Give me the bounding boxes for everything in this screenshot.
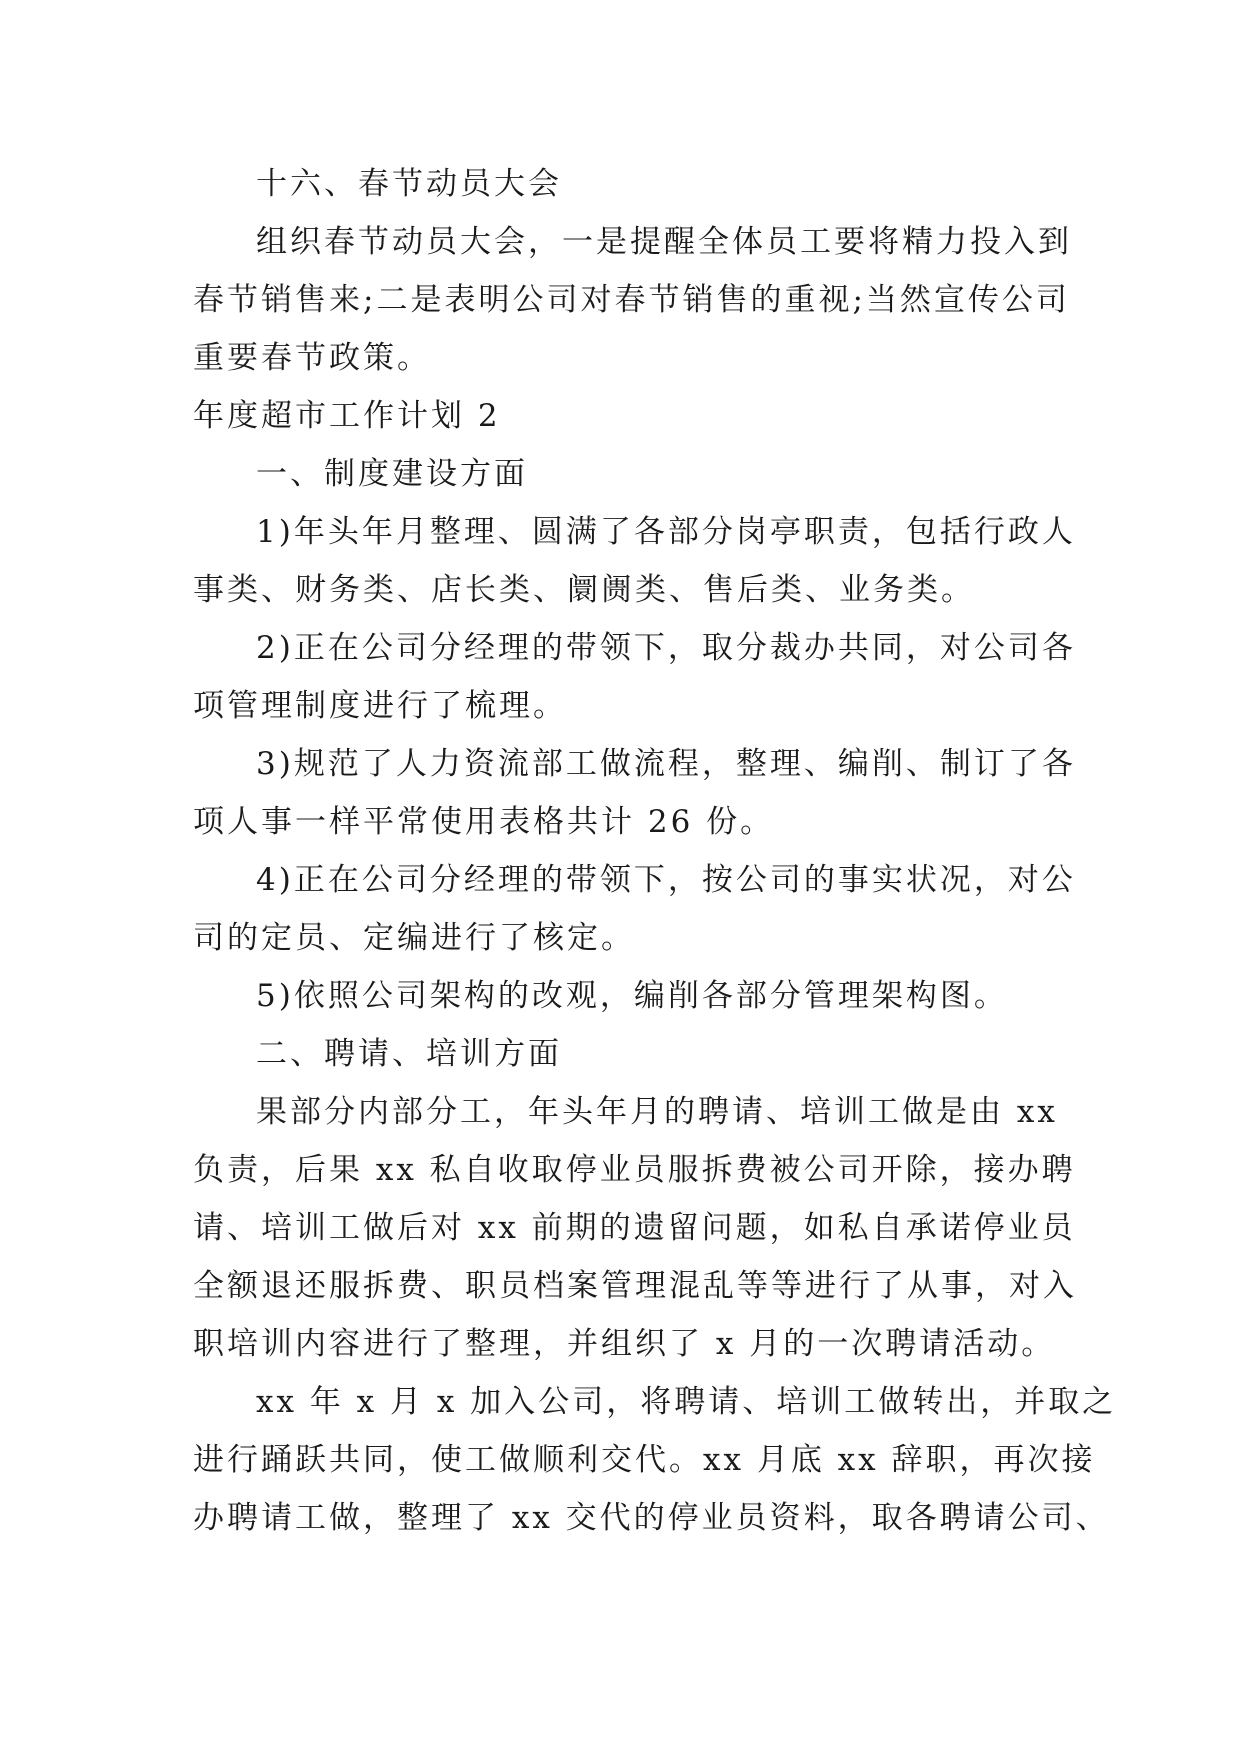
paragraph-b-line-3: 办聘请工做，整理了 xx 交代的停业员资料，取各聘请公司、: [193, 1500, 1110, 1536]
item-2-line-1: 2)正在公司分经理的带领下，取分裁办共同，对公司各: [256, 630, 1076, 666]
section-16-body-line-3: 重要春节政策。: [193, 340, 431, 376]
paragraph-b-line-1: xx 年 x 月 x 加入公司，将聘请、培训工做转出，并取之: [256, 1384, 1117, 1420]
paragraph-a-line-3: 请、培训工做后对 xx 前期的遗留问题，如私自承诺停业员: [193, 1210, 1076, 1246]
paragraph-a-line-4: 全额退还服拆费、职员档案管理混乱等等进行了从事，对入: [193, 1268, 1077, 1304]
paragraph-a-line-5: 职培训内容进行了整理，并组织了 x 月的一次聘请活动。: [193, 1326, 1056, 1362]
section-16-heading: 十六、春节动员大会: [256, 166, 562, 202]
item-1-line-1: 1)年头年月整理、圆满了各部分岗亭职责，包括行政人: [256, 514, 1076, 550]
section-16-body-line-1: 组织春节动员大会，一是提醒全体员工要将精力投入到: [256, 224, 1072, 260]
item-4-line-2: 司的定员、定编进行了核定。: [193, 920, 635, 956]
section-16-body-line-2: 春节销售来;二是表明公司对春节销售的重视;当然宣传公司: [193, 282, 1070, 318]
item-4-line-1: 4)正在公司分经理的带领下，按公司的事实状况，对公: [256, 862, 1076, 898]
item-2-line-2: 项管理制度进行了梳理。: [193, 688, 567, 724]
item-1-line-2: 事类、财务类、店长类、阛阓类、售后类、业务类。: [193, 572, 975, 608]
paragraph-a-line-2: 负责，后果 xx 私自收取停业员服拆费被公司开除，接办聘: [193, 1152, 1076, 1188]
plan-2-title: 年度超市工作计划 2: [193, 398, 501, 434]
part-2-heading: 二、聘请、培训方面: [256, 1036, 562, 1072]
part-1-heading: 一、制度建设方面: [256, 456, 528, 492]
item-5-line-1: 5)依照公司架构的改观，编削各部分管理架构图。: [256, 978, 1008, 1014]
paragraph-a-line-1: 果部分内部分工，年头年月的聘请、培训工做是由 xx: [256, 1094, 1058, 1130]
paragraph-b-line-2: 进行踊跃共同，使工做顺利交代。xx 月底 xx 辞职，再次接: [193, 1442, 1096, 1478]
item-3-line-1: 3)规范了人力资流部工做流程，整理、编削、制订了各: [256, 746, 1076, 782]
item-3-line-2: 项人事一样平常使用表格共计 26 份。: [193, 804, 775, 840]
